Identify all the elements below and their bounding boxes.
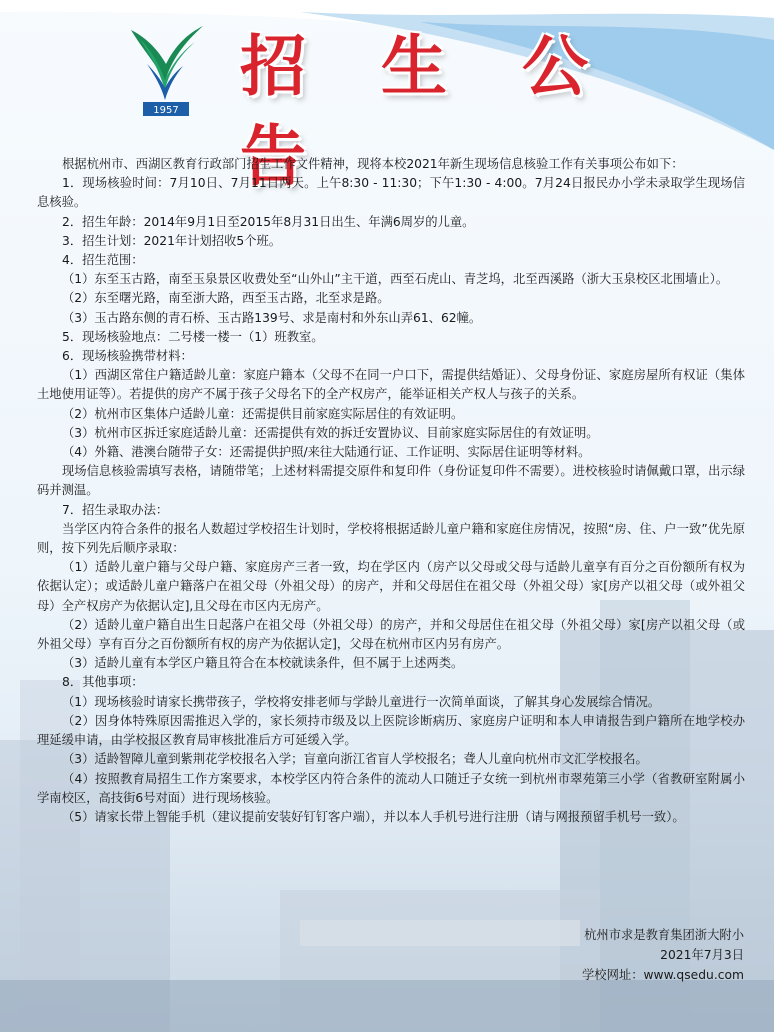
notice-paragraph: （1）适龄儿童户籍与父母户籍、家庭房产三者一致，均在学区内（房产以父母或父母与适龄儿童享有百分之百份额所有权为依据认定）；或适龄儿童户籍落户在祖父母（外祖父母）的房产，并和父母居住在祖父母（外祖父母）家[房产以祖父母（或外祖父母）全产权房产为依据认定],且父母在市区内无房产。 [37,560,745,613]
notice-body [37,155,745,827]
notice-paragraph: 6．现场核验携带材料： [62,349,193,364]
notice-paragraph: 1．现场核验时间：7月10日、7月11日两天。上午8:30 - 11:30；下午1:30 - 4:00。7月24日报民办小学未录取学生现场信息核验。 [37,176,745,210]
notice-paragraph: （2）杭州市区集体户适龄儿童：还需提供目前家庭实际居住的有效证明。 [62,406,464,421]
notice-paragraph: 3．招生计划：2021年计划招收5个班。 [62,233,282,248]
notice-paragraph: （1）西湖区常住户籍适龄儿童：家庭户籍本（父母不在同一户口下，需提供结婚证）、父母身份证、家庭房屋所有权证（集体土地使用证等）。若提供的房产不属于孩子父母名下的全产权房产，能举证相关产权人与孩子的关系。 [37,368,745,402]
notice-paragraph: （3）杭州市区拆迁家庭适龄儿童：还需提供有效的拆迁安置协议、目前家庭实际居住的有效证明。 [62,425,599,440]
notice-paragraph: 4．招生范围： [62,253,144,268]
school-logo [125,20,207,120]
school-website: 学校网址：www.qsedu.com [582,968,744,982]
notice-paragraph: （1）现场核验时请家长携带孩子，学校将安排老师与学龄儿童进行一次简单面谈，了解其身心发展综合情况。 [62,694,661,709]
notice-paragraph: （2）东至曙光路，南至浙大路，西至玉古路，北至求是路。 [62,291,390,306]
notice-paragraph: （4）外籍、港澳台随带子女：还需提供护照/来往大陆通行证、工作证明、实际居住证明等材料。 [62,445,591,460]
notice-date: 2021年7月3日 [660,948,744,962]
notice-paragraph: 根据杭州市、西湖区教育行政部门招生工作文件精神，现将本校2021年新生现场信息核验工作有关事项公布如下： [62,157,684,171]
notice-paragraph: 8．其他事项： [62,675,144,690]
notice-paragraph: 现场信息核验需填写表格，请随带笔；上述材料需提交原件和复印件（身份证复印件不需要）。进校核验时请佩戴口罩，出示绿码并测温。 [37,464,745,498]
notice-paragraph: （3）适龄儿童有本学区户籍且符合在本校就读条件，但不属于上述两类。 [62,656,464,671]
school-name: 杭州市求是教育集团浙大附小 [584,928,744,942]
notice-signature [500,925,744,985]
notice-paragraph: （2）适龄儿童户籍自出生日起落户在祖父母（外祖父母）的房产，并和父母居住在祖父母（外祖父母）家[房产以祖父母（或外祖父母）享有百分之百份额所有权的房产为依据认定]，父母在杭州市区内另有房产。 [37,617,745,652]
logo-year: 1957 [153,105,179,116]
notice-paragraph: （1）东至玉古路，南至玉泉景区收费处至“山外山”主干道，西至石虎山、青芝坞，北至西溪路（浙大玉泉校区北围墙止）。 [62,272,729,287]
page-title: 招 生 公 告 [240,28,614,195]
notice-paragraph: 当学区内符合条件的报名人数超过学校招生计划时，学校将根据适龄儿童户籍和家庭住房情况，按照“房、住、户一致”优先原则，按下列先后顺序录取： [37,521,745,556]
notice-paragraph: 2．招生年龄：2014年9月1日至2015年8月31日出生、年满6周岁的儿童。 [62,214,475,229]
notice-paragraph: （3）玉古路东侧的青石桥、玉古路139号、求是南村和外东山弄61、62幢。 [62,310,482,325]
notice-paragraph: （5）请家长带上智能手机（建议提前安装好钉钉客户端），并以本人手机号进行注册（请与网报预留手机号一致）。 [62,809,685,824]
notice-paragraph: 7．招生录取办法： [62,502,169,517]
notice-paragraph: （3）适龄智障儿童到紫荆花学校报名入学；盲童向浙江省盲人学校报名；聋人儿童向杭州市文汇学校报名。 [62,752,648,767]
notice-paragraph: （4）按照教育局招生工作方案要求，本校学区内符合条件的流动人口随迁子女统一到杭州市翠苑第三小学（省教研室附属小学南校区，高技街6号对面）进行现场核验。 [37,771,745,805]
notice-paragraph: 5．现场核验地点：二号楼一楼一（1）班教室。 [62,329,324,344]
notice-paragraph: （2）因身体特殊原因需推迟入学的，家长须持市级及以上医院诊断病历、家庭房户证明和本人申请报告到户籍所在地学校办理延缓申请，由学校报区教育局审核批准后方可延缓入学。 [37,713,745,748]
